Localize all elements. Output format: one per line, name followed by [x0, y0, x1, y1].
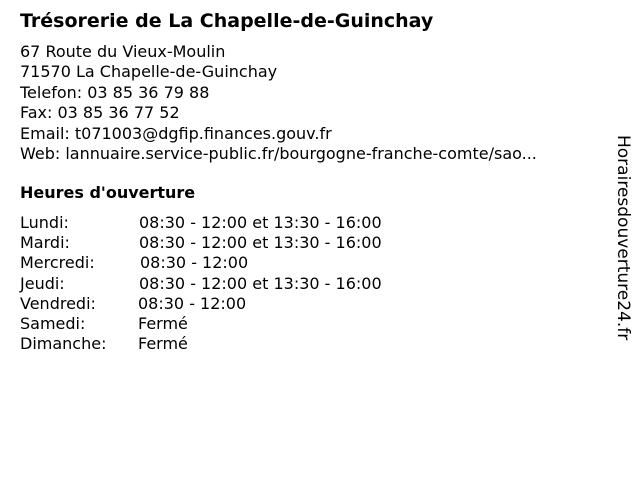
hours-row-saturday	[20, 314, 440, 334]
day-label: Samedi:	[20, 313, 86, 333]
hours-row-monday	[20, 213, 440, 233]
day-label: Vendredi:	[20, 293, 96, 313]
website-link: Web: lannuaire.service-public.fr/bourgogne-franche-comte/sao...	[20, 144, 537, 164]
day-label: Jeudi:	[20, 273, 65, 293]
hours-row-sunday	[20, 334, 440, 354]
phone-number: Telefon: 03 85 36 79 88	[20, 82, 210, 102]
day-label: Mardi:	[20, 233, 70, 253]
time-value: 08:30 - 12:00 et 13:30 - 16:00	[139, 233, 382, 253]
hours-row-tuesday	[20, 233, 440, 253]
time-value: Fermé	[138, 313, 188, 333]
contact-info	[20, 42, 537, 164]
hours-row-friday	[20, 294, 440, 314]
fax-number: Fax: 03 85 36 77 52	[20, 103, 180, 123]
address-city: 71570 La Chapelle-de-Guinchay	[20, 62, 278, 82]
email-address: Email: t071003@dgfip.finances.gouv.fr	[20, 123, 332, 143]
day-label: Lundi:	[20, 213, 69, 232]
day-label: Mercredi:	[20, 253, 95, 273]
page-title: Trésorerie de La Chapelle-de-Guinchay	[20, 10, 434, 32]
time-value: 08:30 - 12:00 et 13:30 - 16:00	[139, 213, 382, 232]
time-value: Fermé	[138, 334, 188, 354]
hours-row-wednesday	[20, 253, 440, 273]
opening-hours-table	[20, 213, 440, 354]
address-street: 67 Route du Vieux-Moulin	[20, 42, 226, 61]
time-value: 08:30 - 12:00 et 13:30 - 16:00	[139, 273, 382, 293]
opening-hours-heading: Heures d'ouverture	[20, 183, 196, 202]
hours-row-thursday	[20, 274, 440, 294]
time-value: 08:30 - 12:00	[140, 253, 249, 273]
brand-watermark: Horairesdouverture24.fr	[613, 135, 633, 341]
day-label: Dimanche:	[20, 334, 107, 354]
time-value: 08:30 - 12:00	[138, 293, 247, 313]
